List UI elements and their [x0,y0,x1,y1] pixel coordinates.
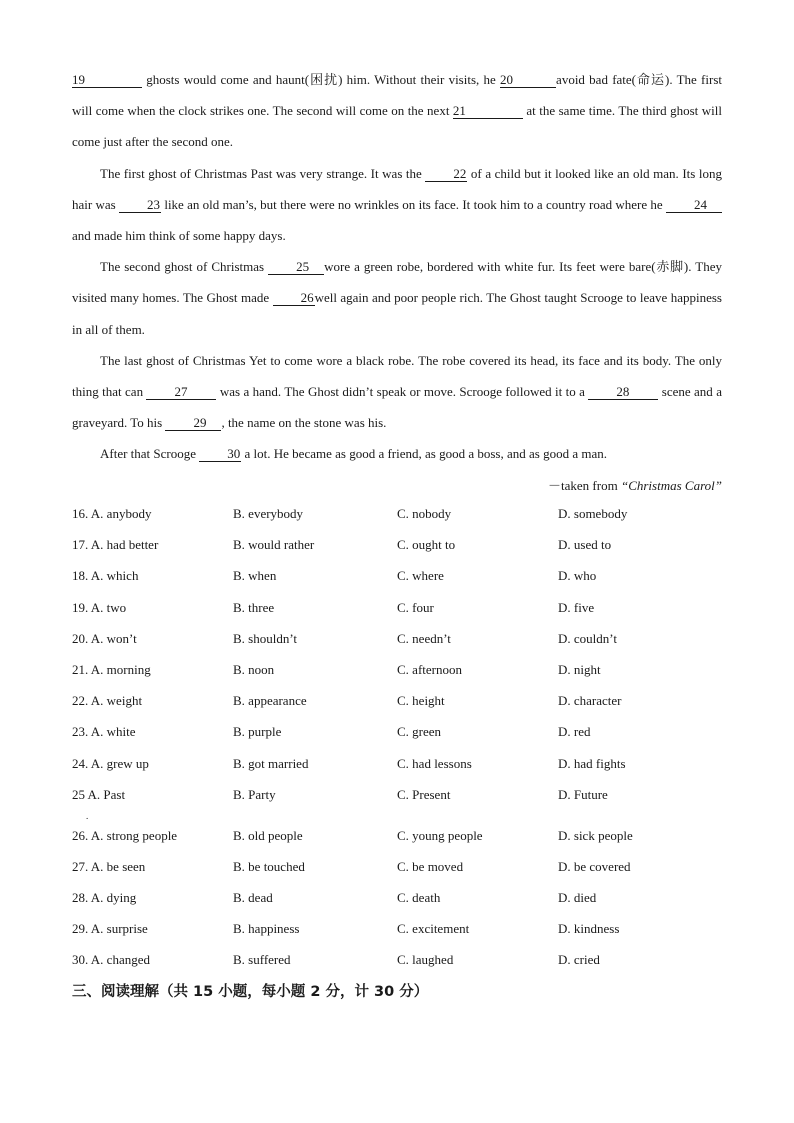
option-d: D. character [558,693,622,709]
option-c: C. green [397,724,442,740]
paragraph-text: was a hand. The Ghost didn’t speak or move. Scrooge followed it to a [216,384,589,400]
paragraph-text: scene and a graveyard. To his [72,384,722,431]
option-a: 19. A. two [72,599,127,615]
cloze-passage [72,64,722,501]
source-title: “Christmas Carol” [620,477,722,493]
paragraph-text: well again and poor people rich. The Ghost taught Scrooge to leave happiness in all of them. [72,290,722,337]
question-row [72,944,732,975]
source-prefix: －taken from [548,477,621,493]
option-a: 21. A. morning [72,661,151,677]
paragraph-4 [72,345,722,439]
option-d: D. had fights [558,755,626,771]
option-a: 26. A. strong people [72,827,178,843]
question-25-mark: . [86,810,89,821]
paragraph-text: like an old man’s, but there were no wrinkles on its face. It took him to a country road where he [161,196,666,212]
option-c: C. needn’t [397,630,451,646]
option-c: C. laughed [397,952,454,968]
paragraph-text: a lot. He became as good a friend, as good a boss, and as good a man. [241,446,607,462]
option-d: D. night [558,661,601,677]
answer-options [72,498,732,976]
option-c: C. nobody [397,506,452,521]
option-d: D. died [558,890,597,906]
source-line [72,470,722,501]
option-b: B. everybody [233,506,304,521]
paragraph-text: The last ghost of Christmas Yet to come wore a black robe. The robe covered its head, its face and its body. The only thing that can [72,352,722,400]
option-c: C. height [397,693,445,709]
option-c: C. death [397,890,441,906]
option-d: D. Future [558,786,608,802]
option-b: B. happiness [233,921,300,937]
option-b: B. noon [233,661,275,677]
option-b: B. when [233,568,277,584]
option-a: 22. A. weight [72,693,143,709]
option-d: D. red [558,724,591,740]
paragraph-text: of a child but it looked like an old man. Its long hair was [72,165,722,212]
option-d: D. sick people [558,827,633,843]
option-d: D. couldn’t [558,630,617,646]
option-d: D. used to [558,537,612,553]
option-c: C. had lessons [397,755,472,771]
option-c: C. excitement [397,921,470,937]
blank-20: 20 [500,72,556,88]
blank-27: 27 [146,384,216,400]
option-d: D. somebody [558,506,628,521]
blank-26: 26 [273,290,315,306]
option-a: 25 A. Past [72,786,126,802]
paragraph-text: and made him think of some happy days. [72,228,286,244]
paragraph-text: at the same time. The third ghost will come just after the second one. [72,103,722,150]
paragraph-1 [72,64,722,158]
paragraph-5 [72,438,722,469]
option-a: 27. A. be seen [72,858,146,874]
question-row [72,560,732,591]
option-b: B. appearance [233,693,307,709]
blank-22: 22 [425,166,467,182]
question-row [72,623,732,654]
question-row [72,592,732,623]
option-b: B. got married [233,755,309,771]
option-c: C. four [397,599,434,615]
option-d: D. be covered [558,858,631,874]
option-a: 18. A. which [72,568,139,584]
option-d: D. kindness [558,921,620,937]
option-c: C. ought to [397,537,456,553]
option-a: 29. A. surprise [72,921,148,937]
option-b: B. three [233,599,275,615]
section-heading: 三、阅读理解（共 15 小题，每小题 2 分，计 30 分） [72,984,429,1000]
question-row [72,913,732,944]
blank-30: 30 [199,446,241,462]
option-a: 20. A. won’t [72,630,137,646]
paragraph-3 [72,251,722,345]
blank-21: 21 [453,103,523,119]
question-row [72,820,732,851]
option-d: D. cried [558,952,600,968]
blank-25: 25 [268,259,324,275]
question-row [72,851,732,882]
option-a: 23. A. white [72,724,136,740]
paragraph-text: The second ghost of Christmas [100,259,269,275]
option-a: 28. A. dying [72,890,137,906]
blank-29: 29 [165,415,221,431]
option-a: 16. A. anybody [72,506,152,521]
option-d: D. who [558,568,597,584]
question-row [72,685,732,716]
blank-19: 19 [72,72,142,88]
option-b: B. purple [233,724,282,740]
question-row [72,529,732,560]
paragraph-text: ghosts would come and haunt(困扰) him. Without their visits, he [142,72,501,87]
question-row [72,882,732,913]
option-b: B. be touched [233,858,305,874]
paragraph-text: The first ghost of Christmas Past was very strange. It was the [100,165,426,181]
option-b: B. shouldn’t [233,630,298,646]
option-c: C. be moved [397,858,464,874]
paragraph-text: , the name on the stone was his. [221,415,387,431]
question-row [72,716,732,747]
blank-28: 28 [588,384,658,400]
paragraph-text: avoid bad fate(命运). The first will come when the clock strikes one. The second will come on the next [72,72,722,119]
question-row [72,779,732,820]
option-a: 24. A. grew up [72,755,149,771]
option-c: C. afternoon [397,661,462,677]
option-b: B. Party [233,786,276,802]
blank-23: 23 [119,197,161,213]
option-d: D. five [558,599,595,615]
question-row [72,498,732,529]
paragraph-text: wore a green robe, bordered with white fur. Its feet were bare(赤脚). They visited many homes. The Ghost made [72,259,722,306]
option-c: C. Present [397,786,451,802]
question-row [72,748,732,779]
option-c: C. young people [397,827,483,843]
option-b: B. old people [233,827,303,843]
option-a: 30. A. changed [72,952,150,968]
option-c: C. where [397,568,444,584]
option-b: B. dead [233,890,273,906]
blank-24: 24 [666,197,722,213]
paragraph-text: After that Scrooge [100,446,200,462]
option-b: B. would rather [233,537,315,553]
paragraph-2 [72,158,722,252]
question-row [72,654,732,685]
option-a: 17. A. had better [72,537,159,553]
option-b: B. suffered [233,952,291,968]
